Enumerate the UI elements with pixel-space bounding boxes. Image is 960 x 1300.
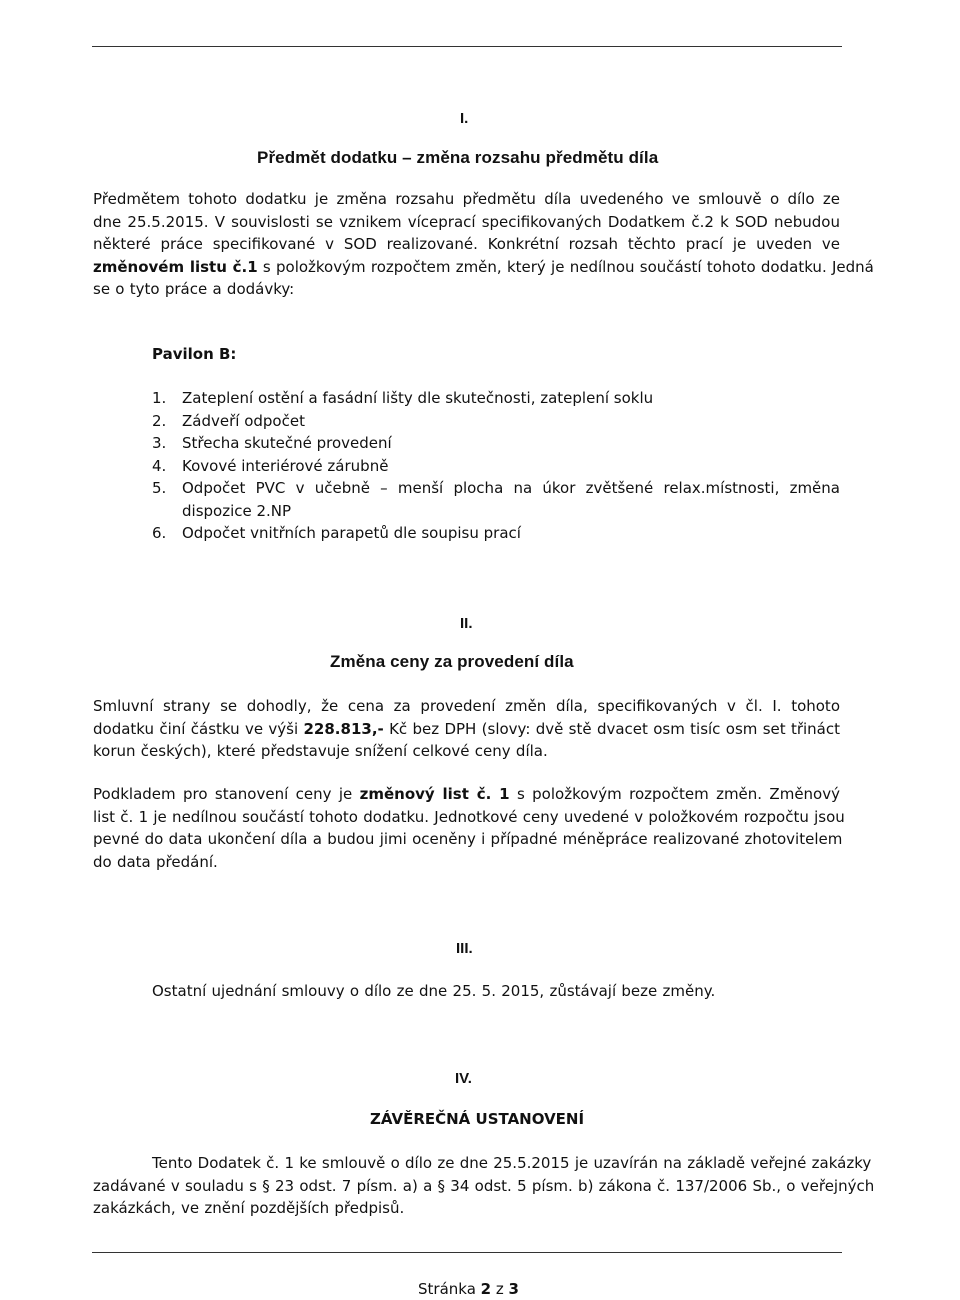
section-1-paragraph [93,188,874,301]
list-item [152,432,840,455]
para-line: list č. 1 je nedílnou součástí tohoto dodatku. Jednotkové ceny uvedené v položkovém rozpočtu jsou [93,807,845,826]
item-text: Odpočet PVC v učebně – menší plocha na úkor zvětšené relax.místnosti, změna [182,479,840,497]
section-4-numeral: IV. [455,1070,472,1087]
item-number: 4. [152,456,167,475]
list-item [152,477,840,522]
pavilon-text: Pavilon B: [152,345,237,363]
para-text: dodatku činí částku ve výši [93,719,304,738]
item-text: Zádveří odpočet [182,411,305,430]
para-line: do data předání. [93,852,218,871]
para-line: Smluvní strany se dohodly, že cena za provedení změn díla, specifikovaných v čl. I. tohoto [93,697,840,715]
item-number: 1. [152,389,167,407]
item-text: Odpočet vnitřních parapetů dle soupisu prací [182,524,521,542]
total-pages: 3 [508,1280,519,1298]
item-text: Střecha skutečné provedení [182,434,392,452]
para-line [93,256,874,279]
section-1-numeral: I. [460,110,469,127]
para-text: Tento Dodatek č. 1 ke smlouvě o dílo ze dne 25.5.2015 je uzavírán na základě veřejné zakázky [152,1154,872,1172]
item-number: 2. [152,411,167,430]
section-1-title: Předmět dodatku – změna rozsahu předmětu díla [257,148,659,167]
change-list-ref: změnový list č. 1 [359,785,510,803]
pavilon-label [152,343,236,366]
para-line: zakázkách, ve znění pozdějších předpisů. [93,1199,405,1217]
section-2-paragraph-2 [93,783,845,873]
item-text: Zateplení ostění a fasádní lišty dle skutečnosti, zateplení soklu [182,389,654,407]
item-text: Kovové interiérové zárubně [182,456,389,475]
para-text: Podkladem pro stanovení ceny je [93,785,360,803]
section-4-title: ZÁVĚREČNÁ USTANOVENÍ [370,1110,585,1128]
para-line: korun českých), které představuje snížení celkové ceny díla. [93,742,548,760]
item-number: 3. [152,434,167,452]
para-line [93,718,840,741]
list-item [152,455,840,478]
current-page: 2 [480,1280,492,1298]
footer-sep: z [491,1280,509,1298]
item-number: 6. [152,524,167,542]
section-3-numeral: III. [456,940,473,957]
list-item [152,522,840,545]
list-item [152,410,840,433]
para-line: se o tyto práce a dodávky: [93,280,295,298]
footer-label: Stránka [418,1280,481,1298]
change-list-ref: změnovém listu č.1 [93,257,258,276]
work-items-list [152,387,840,545]
page-footer [418,1280,519,1298]
para-line: Předmětem tohoto dodatku je změna rozsahu předmětu díla uvedeného ve smlouvě o dílo ze [93,190,840,208]
para-text: s položkovým rozpočtem změn. Změnový [509,785,840,803]
section-2-paragraph-1 [93,695,840,763]
para-line: zadávané v souladu s § 23 odst. 7 písm. a) a § 34 odst. 5 písm. b) zákona č. 137/2006 Sb., o veřejných [93,1176,875,1195]
section-4-paragraph [93,1152,875,1220]
para-text: Kč bez DPH (slovy: dvě stě dvacet osm tisíc osm set třináct [383,719,841,738]
top-rule [92,46,842,47]
para-line [93,783,840,806]
list-item [152,387,840,410]
section-2-title: Změna ceny za provedení díla [330,652,574,671]
para-line: dne 25.5.2015. V souvislosti se vznikem víceprací specifikovaných Dodatkem č.2 k SOD nebudou [93,212,840,231]
item-text-continued: dispozice 2.NP [182,501,292,520]
section-3-text: Ostatní ujednání smlouvy o dílo ze dne 25. 5. 2015, zůstávají beze změny. [152,982,716,1000]
para-text: s položkovým rozpočtem změn, který je nedílnou součástí tohoto dodatku. Jedná [257,257,874,276]
para-line: pevné do data ukončení díla a budou jimi oceněny i případné méněpráce realizované zhotovitelem [93,830,843,848]
section-2-numeral: II. [460,615,473,632]
item-number: 5. [152,479,167,497]
price-amount: 228.813,- [303,719,384,738]
para-line [93,1152,872,1175]
bottom-rule [92,1252,842,1253]
para-line: některé práce specifikované v SOD realizované. Konkrétní rozsah těchto prací je uveden ve [93,235,840,253]
